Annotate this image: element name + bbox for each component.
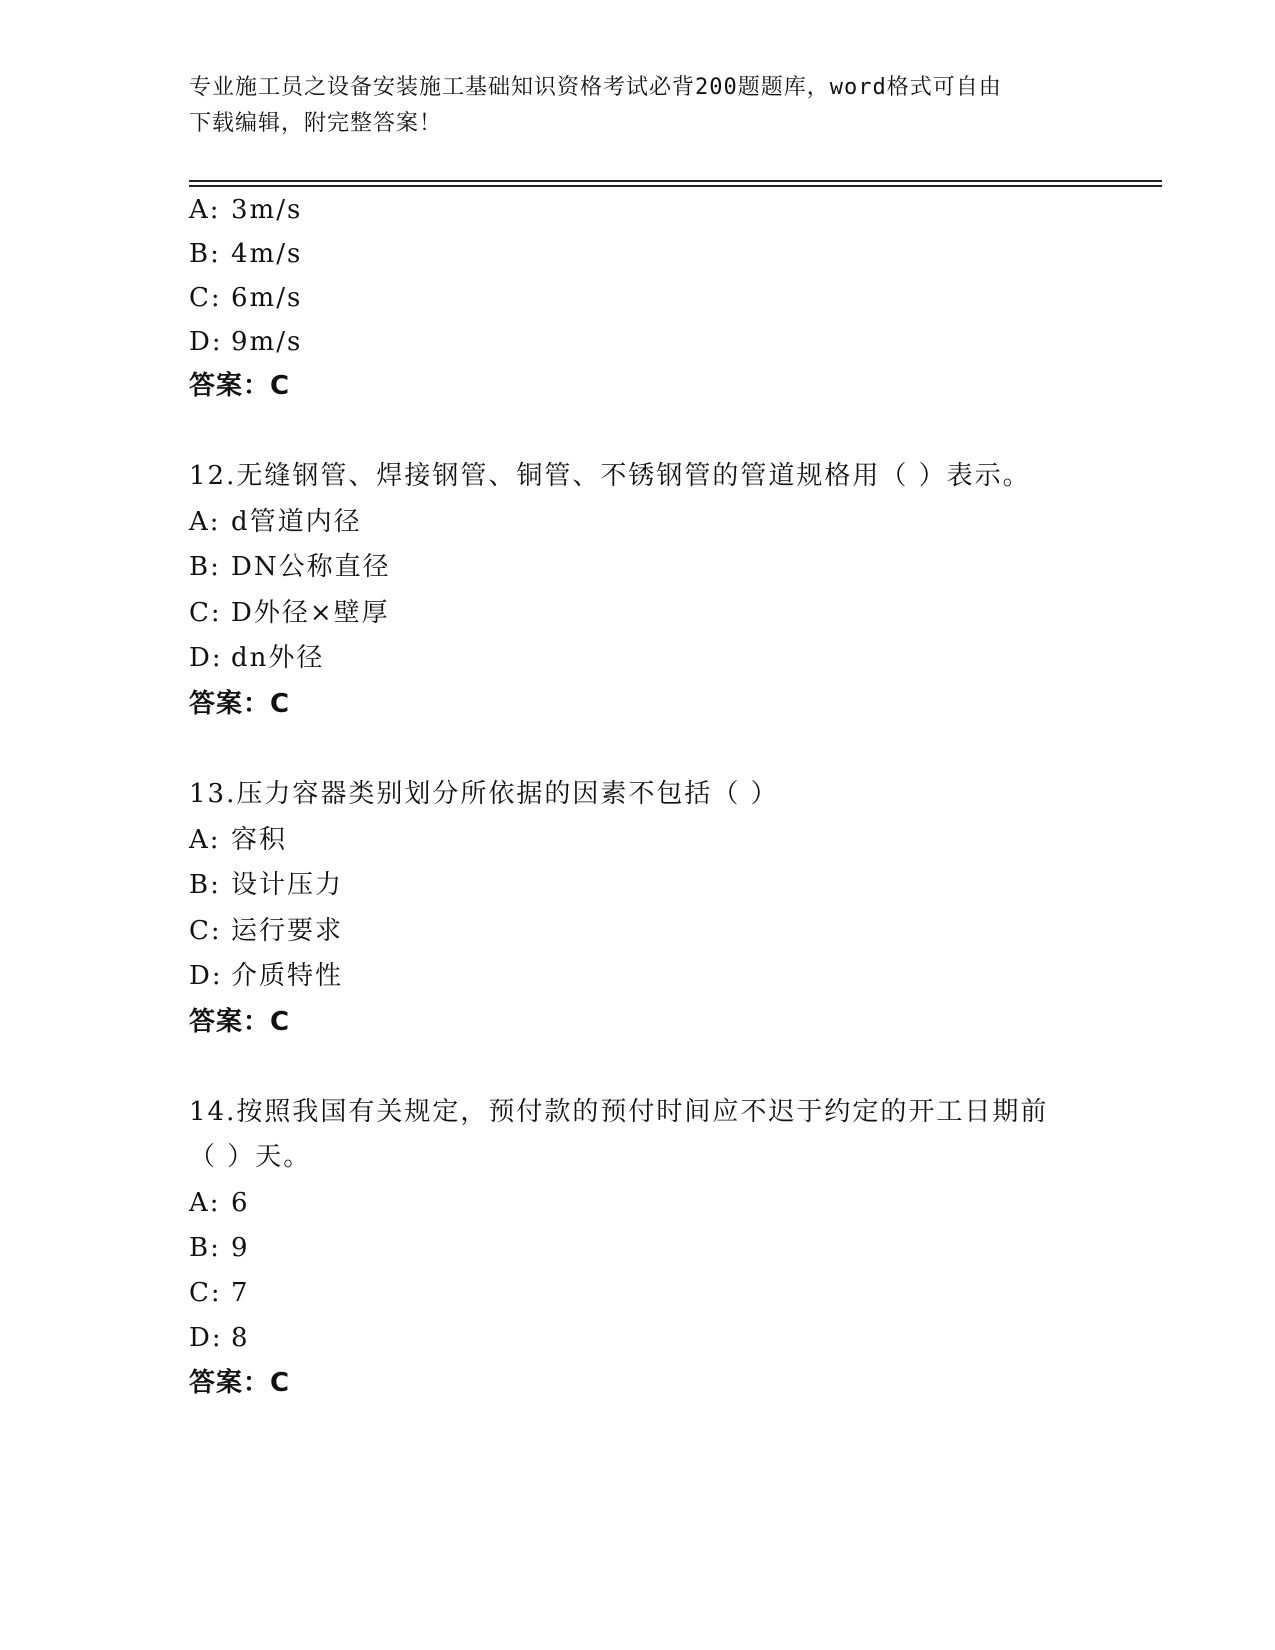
q11-option-a [189,194,302,226]
option-text: DN公称直径 [231,552,391,582]
option-text: D外径×壁厚 [231,598,390,628]
option-text: 4m/s [231,239,303,269]
q13-option-b [189,869,343,901]
option-label: D: [189,327,223,357]
document-header [189,70,1069,142]
q11-option-c [189,282,302,314]
q14-option-a [189,1187,250,1219]
q13-option-c [189,915,343,947]
option-text: 7 [231,1278,250,1308]
q13-answer: 答案：C [189,1007,291,1037]
option-text: 8 [231,1323,250,1353]
q12-stem: 12.无缝钢管、焊接钢管、铜管、不锈钢管的管道规格用（ ）表示。 [189,461,1031,491]
header-divider-bottom [189,185,1162,187]
q14-option-b [189,1232,250,1264]
q11-option-d [189,326,302,358]
q13-stem: 13.压力容器类别划分所依据的因素不包括（ ） [189,779,779,809]
option-text: 运行要求 [231,916,344,946]
option-label: B: [189,1233,221,1263]
q14-answer: 答案：C [189,1368,291,1398]
option-label: A: [189,825,221,855]
option-label: B: [189,239,221,269]
option-label: A: [189,195,221,225]
q12-option-b [189,551,391,583]
option-label: C: [189,1278,222,1308]
q14-option-d [189,1322,250,1354]
option-label: D: [189,961,223,991]
option-text: d管道内径 [231,507,362,537]
q11-option-b [189,238,302,270]
option-text: 容积 [231,825,288,855]
option-text: 9m/s [231,327,303,357]
option-text: 设计压力 [231,870,344,900]
option-label: C: [189,283,222,313]
q13-option-a [189,824,287,856]
option-text: dn外径 [231,643,325,673]
option-label: B: [189,870,221,900]
option-label: A: [189,1188,221,1218]
header-line-1: 专业施工员之设备安装施工基础知识资格考试必背200题题库，word格式可自由 [189,75,1002,100]
option-text: 6 [231,1188,250,1218]
q11-answer: 答案：C [189,371,291,401]
q14-stem-line-1: 14.按照我国有关规定，预付款的预付时间应不迟于约定的开工日期前 [189,1097,1049,1127]
q14-option-c [189,1277,250,1309]
q12-option-a [189,506,362,538]
option-text: 9 [231,1233,250,1263]
option-label: D: [189,1323,223,1353]
option-label: C: [189,916,222,946]
option-label: B: [189,552,221,582]
option-label: A: [189,507,221,537]
header-divider-top [189,180,1162,182]
option-text: 介质特性 [231,961,344,991]
option-text: 6m/s [231,283,303,313]
header-line-2: 下载编辑，附完整答案！ [189,111,443,136]
q14-stem-line-2: （ ）天。 [189,1142,312,1172]
q12-option-d [189,642,324,674]
option-label: C: [189,598,222,628]
option-label: D: [189,643,223,673]
q12-answer: 答案：C [189,689,291,719]
q12-option-c [189,597,390,629]
q13-option-d [189,960,343,992]
option-text: 3m/s [231,195,303,225]
